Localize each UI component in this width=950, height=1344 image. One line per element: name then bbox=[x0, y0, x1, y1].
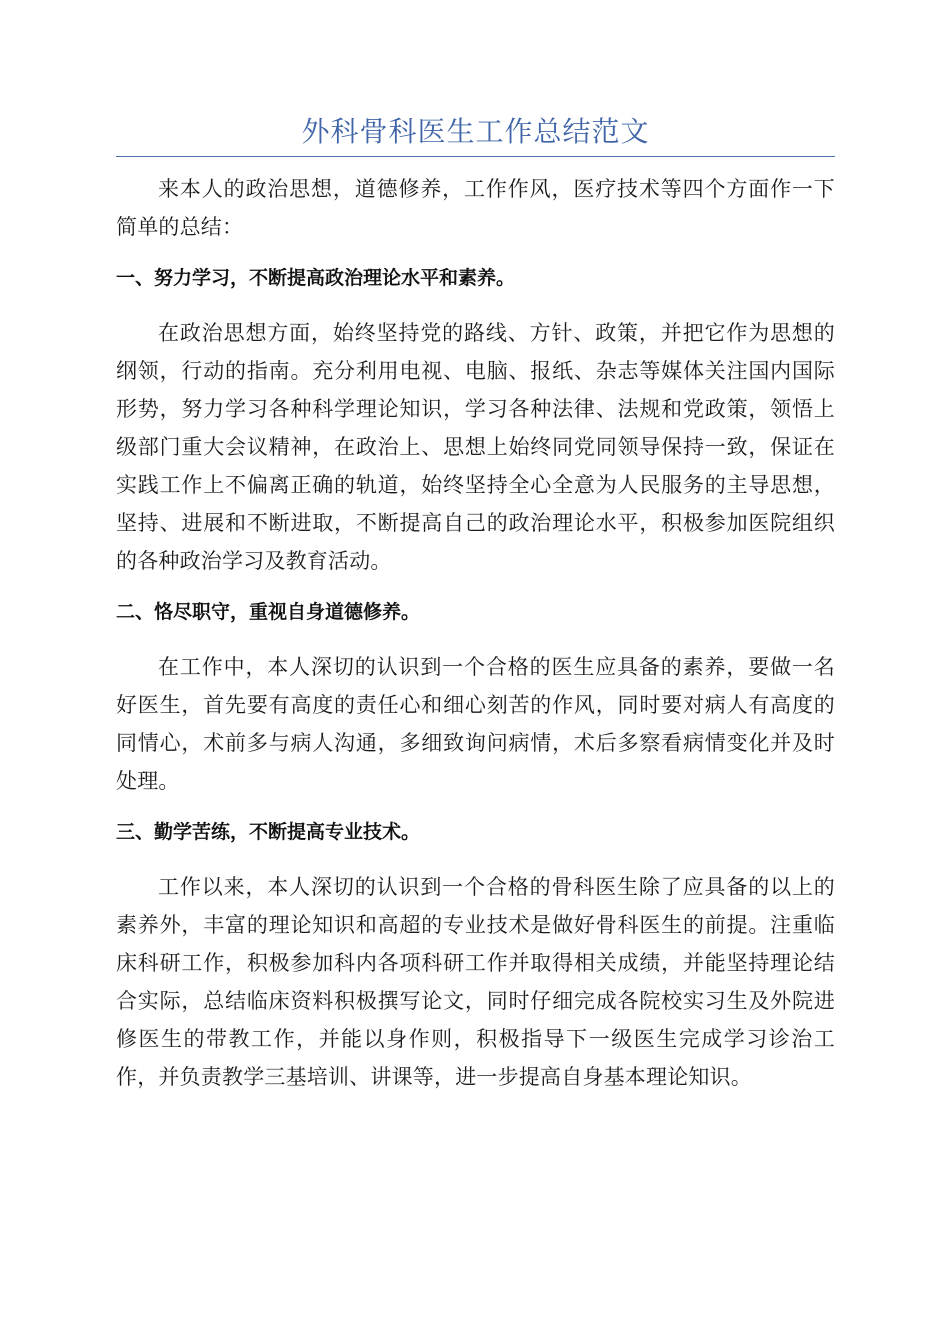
section-heading-3: 三、勤学苦练，不断提高专业技术。 bbox=[116, 821, 421, 843]
title-block bbox=[116, 112, 835, 157]
intro-paragraph: 来本人的政治思想，道德修养，工作作风，医疗技术等四个方面作一下简单的总结： bbox=[116, 177, 835, 239]
section-heading-2: 二、恪尽职守，重视自身道德修养。 bbox=[116, 601, 421, 623]
section-paragraph-3: 工作以来，本人深切的认识到一个合格的骨科医生除了应具备的以上的素养外，丰富的理论知识和高超的专业技术是做好骨科医生的前提。注重临床科研工作，积极参加科内各项科研工作并取得相关成绩，并能坚持理论结合实际，总结临床资料积极撰写论文，同时仔细完成各院校实习生及外院进修医生的带教工作，并能以身作则，积极指导下一级医生完成学习诊治工作，并负责教学三基培训、讲课等，进一步提高自身基本理论知识。 bbox=[116, 875, 835, 1089]
section-paragraph-2: 在工作中，本人深切的认识到一个合格的医生应具备的素养，要做一名好医生，首先要有高度的责任心和细心刻苦的作风，同时要对病人有高度的同情心，术前多与病人沟通，多细致询问病情，术后多察看病情变化并及时处理。 bbox=[116, 655, 835, 793]
section-heading-1: 一、努力学习，不断提高政治理论水平和素养。 bbox=[116, 267, 516, 289]
document-title: 外科骨科医生工作总结范文 bbox=[301, 115, 650, 148]
document-body bbox=[116, 170, 835, 1110]
section-paragraph-1: 在政治思想方面，始终坚持党的路线、方针、政策，并把它作为思想的纲领，行动的指南。充分利用电视、电脑、报纸、杂志等媒体关注国内国际形势，努力学习各种科学理论知识，学习各种法律、法规和党政策，领悟上级部门重大会议精神，在政治上、思想上始终同党同领导保持一致，保证在实践工作上不偏离正确的轨道，始终坚持全心全意为人民服务的主导思想，坚持、进展和不断进取，不断提高自己的政治理论水平，积极参加医院组织的各种政治学习及教育活动。 bbox=[116, 321, 835, 573]
